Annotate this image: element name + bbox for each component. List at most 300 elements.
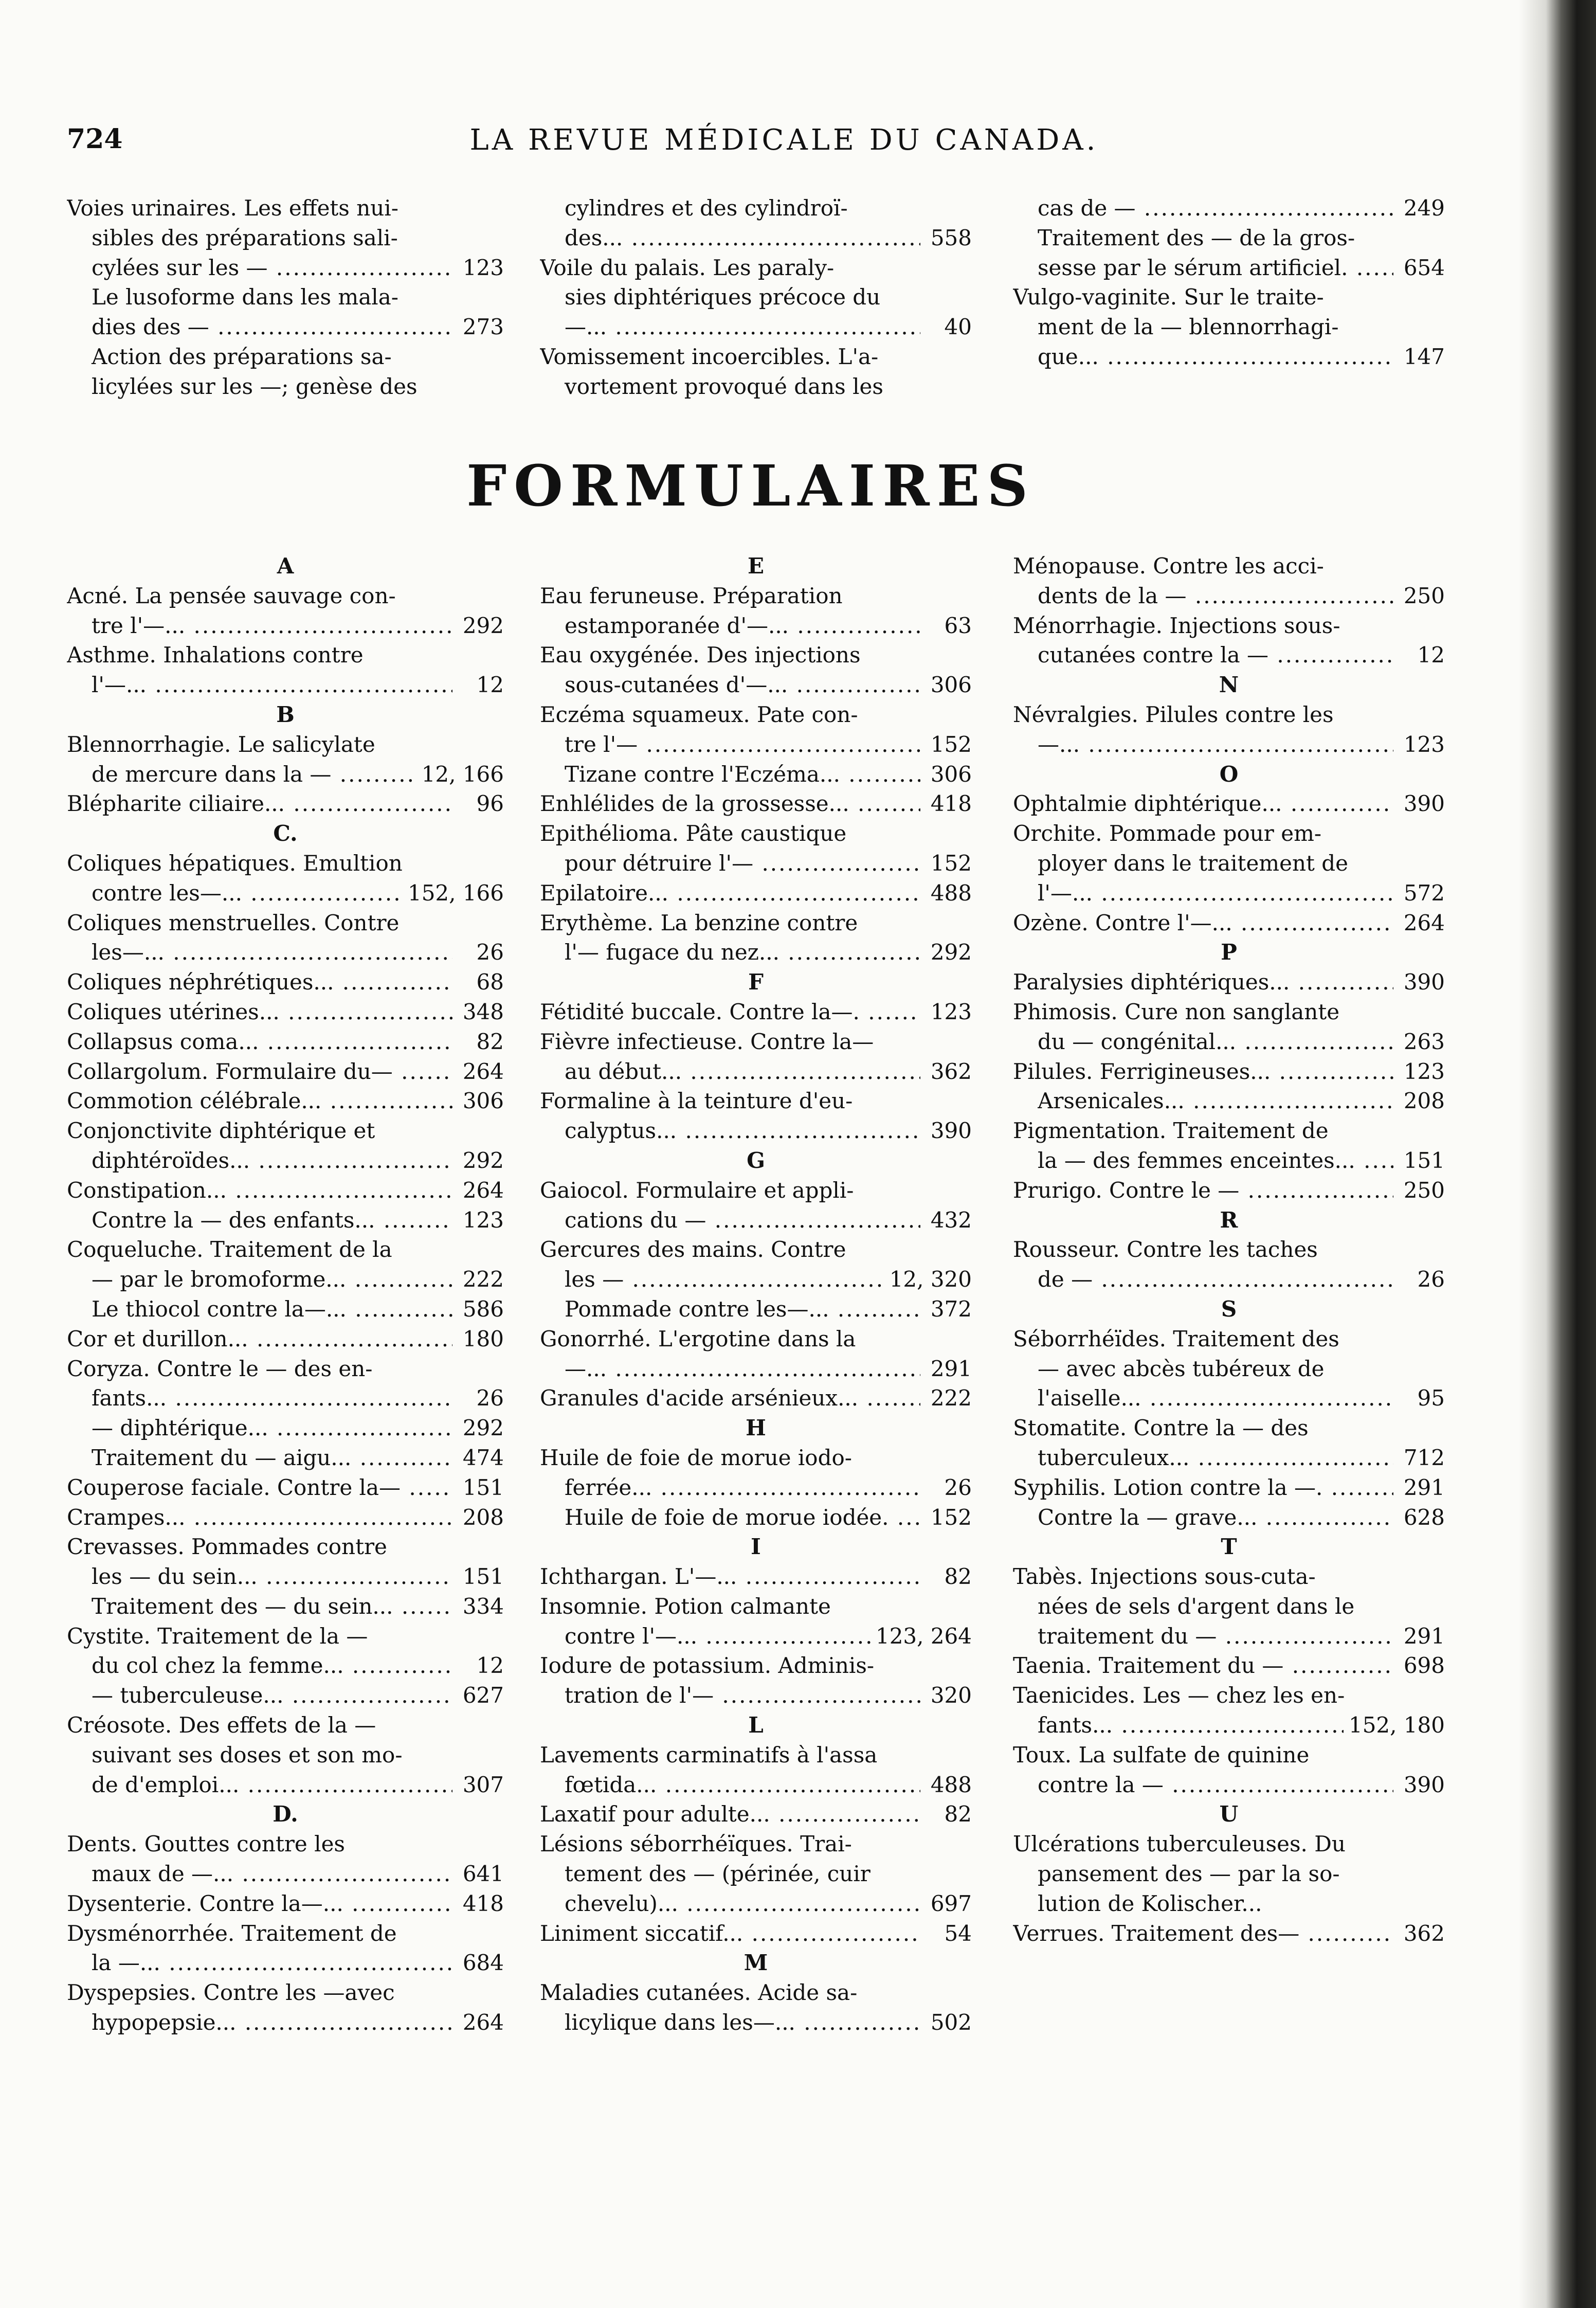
entry-text: du col chez la femme... ..... [92, 1651, 452, 1681]
page-reference: 26 [471, 937, 504, 967]
index-entry-line [1013, 1829, 1445, 1859]
index-subentry-line [540, 849, 972, 878]
letter-heading-text: H [746, 1415, 766, 1441]
formulaires-column-2 [540, 551, 972, 2037]
index-entry-line [67, 1116, 504, 1146]
index-subentry-line [540, 1354, 972, 1384]
letter-heading-text: T [1221, 1534, 1237, 1560]
letter-heading [67, 819, 504, 849]
voies-column-3 [1013, 193, 1445, 372]
page-reference: 151 [458, 1562, 504, 1592]
index-subentry-line [1013, 1354, 1445, 1384]
page-reference: 488 [926, 1770, 972, 1800]
index-entry-line [1013, 819, 1445, 849]
index-entry-line [1013, 1235, 1445, 1265]
index-entry-line [1013, 967, 1445, 997]
page-reference: 26 [939, 1473, 972, 1503]
index-subentry-line [540, 193, 972, 223]
letter-heading-text: G [747, 1147, 765, 1173]
index-subentry-line [540, 1205, 972, 1235]
entry-text: l'aiselle... ..... [1038, 1383, 1393, 1413]
index-subentry-line [1013, 1503, 1445, 1532]
letter-heading [67, 1799, 504, 1829]
entry-text: Eczéma squameux. Pate con- [540, 701, 858, 727]
page-reference: 306 [926, 670, 972, 700]
index-entry-line [1013, 282, 1445, 312]
entry-text: Blépharite ciliaire... ..... [67, 789, 452, 819]
page-reference: 123 [1399, 730, 1445, 760]
entry-text: licylique dans les—... ..... [565, 2008, 920, 2037]
index-entry-line [67, 1235, 504, 1265]
letter-heading [540, 967, 972, 997]
page-reference: 264 [458, 2008, 504, 2037]
index-entry-line [540, 1176, 972, 1205]
index-entry-line [67, 1919, 504, 1949]
letter-heading [1013, 670, 1445, 700]
index-subentry-line [1013, 1443, 1445, 1473]
entry-text: l'— fugace du nez... ..... [565, 937, 920, 967]
entry-text: Crevasses. Pommades contre [67, 1534, 387, 1560]
entry-text: Syphilis. Lotion contre la —. ..... [1013, 1473, 1393, 1503]
index-entry-line [67, 997, 504, 1027]
page-reference: 372 [926, 1294, 972, 1324]
entry-text: Ménorrhagie. Injections sous- [1013, 612, 1340, 638]
entry-text: Lavements carminatifs à l'assa [540, 1742, 878, 1768]
entry-text: pour détruire l'— ..... [565, 849, 920, 878]
index-subentry-line [1013, 1859, 1445, 1889]
index-entry-line [67, 1473, 504, 1503]
entry-text: Fièvre infectieuse. Contre la— [540, 1029, 874, 1054]
entry-text: Coliques menstruelles. Contre [67, 910, 400, 935]
index-subentry-line [67, 1383, 504, 1413]
entry-text: Epithélioma. Pâte caustique [540, 821, 847, 846]
index-entry-line [1013, 1413, 1445, 1443]
index-entry-line [540, 1086, 972, 1116]
index-subentry-line [67, 1651, 504, 1681]
entry-text: Eau oxygénée. Des injections [540, 642, 861, 668]
entry-text: Phimosis. Cure non sanglante [1013, 999, 1340, 1024]
index-subentry-line [1013, 1027, 1445, 1057]
entry-text: chevelu)... ..... [565, 1889, 920, 1919]
index-entry-line [1013, 1324, 1445, 1354]
entry-text: Huile de foie de morue iodo- [540, 1445, 852, 1470]
index-entry-line [67, 849, 504, 878]
entry-text: Insomnie. Potion calmante [540, 1593, 831, 1619]
page-reference: 123 [458, 1205, 504, 1235]
page-reference: 68 [471, 967, 504, 997]
section-title: FORMULAIRES [466, 453, 1035, 519]
page-reference: 558 [926, 223, 972, 253]
entry-text: les — ..... [565, 1265, 920, 1294]
page-reference: 572 [1399, 878, 1445, 908]
entry-text: Collargolum. Formulaire du— ..... [67, 1057, 452, 1087]
entry-text: contre les—... ..... [92, 878, 452, 908]
entry-text: Liniment siccatif... ..... [540, 1919, 920, 1949]
index-subentry-line [1013, 1383, 1445, 1413]
page-reference: 263 [1399, 1027, 1445, 1057]
page-reference: 82 [939, 1562, 972, 1592]
entry-text: les—... ..... [92, 937, 452, 967]
page-reference: 627 [458, 1681, 504, 1710]
index-subentry-line [540, 937, 972, 967]
page-reference: 362 [926, 1057, 972, 1087]
page-reference: 418 [458, 1889, 504, 1919]
index-entry-line [67, 1532, 504, 1562]
entry-text: ferrée... ..... [565, 1473, 920, 1503]
page-reference: 152 [926, 730, 972, 760]
entry-text: cylindres et des cylindroï- [565, 195, 848, 221]
page-reference: 362 [1399, 1919, 1445, 1949]
voies-column-1 [67, 193, 504, 402]
letter-heading-text: L [748, 1712, 764, 1738]
page-reference: 291 [1399, 1621, 1445, 1651]
entry-text: sibles des préparations sali- [92, 225, 398, 250]
index-entry-line [67, 730, 504, 760]
index-subentry-line [67, 282, 504, 312]
index-subentry-line [540, 1859, 972, 1889]
index-subentry-line [540, 312, 972, 342]
entry-text: Tizane contre l'Eczéma... ..... [565, 760, 920, 789]
index-entry-line [67, 640, 504, 670]
index-subentry-line [67, 1770, 504, 1800]
entry-text: nées de sels d'argent dans le [1038, 1593, 1355, 1619]
index-entry-line [1013, 997, 1445, 1027]
index-entry-line [67, 1086, 504, 1116]
page-reference: 292 [926, 937, 972, 967]
index-entry-line [540, 908, 972, 938]
index-entry-line [1013, 1562, 1445, 1592]
entry-text: Dents. Gouttes contre les [67, 1831, 345, 1857]
index-entry-line [67, 1027, 504, 1057]
index-entry-line [540, 1740, 972, 1770]
index-entry-line [67, 1354, 504, 1384]
index-subentry-line [67, 1443, 504, 1473]
entry-text: de mercure dans la — ..... [92, 760, 452, 789]
entry-text: Gaiocol. Formulaire et appli- [540, 1177, 854, 1203]
index-entry-line [540, 878, 972, 908]
entry-text: contre la — ..... [1038, 1770, 1393, 1800]
index-subentry-line [67, 937, 504, 967]
index-subentry-line [1013, 342, 1445, 372]
page-reference: 123 [458, 253, 504, 283]
entry-text: Pilules. Ferrigineuses... ..... [1013, 1057, 1393, 1087]
entry-text: Action des préparations sa- [92, 344, 392, 369]
entry-text: que... ..... [1038, 342, 1393, 372]
entry-text: ployer dans le traitement de [1038, 850, 1348, 876]
index-subentry-line [67, 1592, 504, 1621]
page-reference: 292 [458, 1413, 504, 1443]
entry-text: la — des femmes enceintes... ..... [1038, 1146, 1393, 1176]
page-reference: 291 [926, 1354, 972, 1384]
entry-text: Eau feruneuse. Préparation [540, 583, 843, 608]
page-reference: 152, 180 [1344, 1710, 1445, 1740]
voies-column-2 [540, 193, 972, 402]
entry-text: hypopepsie... ..... [92, 2008, 452, 2037]
entry-text: Cystite. Traitement de la — [67, 1623, 368, 1649]
entry-text: Ophtalmie diphtérique... ..... [1013, 789, 1393, 819]
letter-heading [540, 1146, 972, 1176]
entry-text: Rousseur. Contre les taches [1013, 1237, 1318, 1263]
index-entry-line [540, 1919, 972, 1949]
letter-heading-text: B [276, 701, 295, 727]
letter-heading-text: M [743, 1950, 768, 1976]
letter-heading [67, 700, 504, 730]
entry-text: Coliques hépatiques. Emultion [67, 850, 403, 876]
index-subentry-line [540, 1889, 972, 1919]
letter-heading [540, 1532, 972, 1562]
letter-heading [1013, 760, 1445, 789]
entry-text: Orchite. Pommade pour em- [1013, 821, 1322, 846]
letter-heading [540, 551, 972, 581]
index-entry-line [540, 789, 972, 819]
entry-text: Constipation... ..... [67, 1176, 452, 1205]
page-reference: 264 [1399, 908, 1445, 938]
entry-text: Voile du palais. Les paraly- [540, 255, 835, 280]
index-subentry-line [540, 282, 972, 312]
entry-text: tration de l'— ..... [565, 1681, 920, 1710]
entry-text: tre l'— ..... [565, 730, 920, 760]
entry-text: Laxatif pour adulte... ..... [540, 1799, 920, 1829]
entry-text: — diphtérique... ..... [92, 1413, 452, 1443]
page-reference: 291 [1399, 1473, 1445, 1503]
index-entry-line [540, 1651, 972, 1681]
index-subentry-line [67, 878, 504, 908]
entry-text: Vulgo-vaginite. Sur le traite- [1013, 284, 1324, 310]
page-reference: 12 [1412, 640, 1445, 670]
entry-text: Granules d'acide arsénieux... ..... [540, 1383, 920, 1413]
letter-heading-text: E [747, 553, 764, 579]
page-reference: 250 [1399, 581, 1445, 611]
page-reference: 180 [458, 1324, 504, 1354]
letter-heading-text: C. [273, 821, 298, 846]
page-reference: 54 [939, 1919, 972, 1949]
page-reference: 26 [1412, 1265, 1445, 1294]
entry-text: — avec abcès tubéreux de [1038, 1356, 1325, 1381]
entry-text: Collapsus coma... ..... [67, 1027, 452, 1057]
index-subentry-line [1013, 1621, 1445, 1651]
entry-text: du — congénital... ..... [1038, 1027, 1393, 1057]
entry-text: tre l'—... ..... [92, 611, 452, 641]
entry-text: Coliques utérines... ..... [67, 997, 452, 1027]
letter-heading [1013, 937, 1445, 967]
entry-text: des... ..... [565, 223, 920, 253]
page-reference: 152 [926, 1503, 972, 1532]
index-subentry-line [67, 1859, 504, 1889]
entry-text: Coryza. Contre le — des en- [67, 1356, 373, 1381]
page-reference: 222 [458, 1265, 504, 1294]
entry-text: Traitement des — du sein... ..... [92, 1592, 452, 1621]
page-reference: 712 [1399, 1443, 1445, 1473]
index-entry-line [1013, 1057, 1445, 1087]
index-entry-line [540, 1235, 972, 1265]
index-subentry-line [540, 1116, 972, 1146]
letter-heading [1013, 1532, 1445, 1562]
index-subentry-line [67, 1948, 504, 1978]
entry-text: cylées sur les — ..... [92, 253, 452, 283]
entry-text: Voies urinaires. Les effets nui- [67, 195, 398, 221]
entry-text: suivant ses doses et son mo- [92, 1742, 403, 1768]
page-reference: 82 [471, 1027, 504, 1057]
index-subentry-line [1013, 193, 1445, 223]
running-header [67, 123, 1501, 165]
index-entry-line [67, 908, 504, 938]
page-reference: 390 [1399, 789, 1445, 819]
index-subentry-line [540, 1265, 972, 1294]
entry-text: — par le bromoforme... ..... [92, 1265, 452, 1294]
page-reference: 292 [458, 611, 504, 641]
page-reference: 641 [458, 1859, 504, 1889]
entry-text: Névralgies. Pilules contre les [1013, 701, 1334, 727]
entry-text: Dysenterie. Contre la—... ..... [67, 1889, 452, 1919]
entry-text: l'—... ..... [1038, 878, 1393, 908]
index-entry-line [540, 1829, 972, 1859]
page-reference: 628 [1399, 1503, 1445, 1532]
index-entry-line [67, 1503, 504, 1532]
entry-text: cations du — ..... [565, 1205, 920, 1235]
entry-text: sous-cutanées d'—... ..... [565, 670, 920, 700]
index-entry-line [1013, 1919, 1445, 1949]
entry-text: Ulcérations tuberculeuses. Du [1013, 1831, 1346, 1857]
entry-text: Blennorrhagie. Le salicylate [67, 731, 375, 757]
entry-text: Taenia. Traitement du — ..... [1013, 1651, 1393, 1681]
entry-text: sesse par le sérum artificiel. ..... [1038, 253, 1393, 283]
index-subentry-line [67, 1681, 504, 1710]
entry-text: Pommade contre les—... ..... [565, 1294, 920, 1324]
index-entry-line [67, 789, 504, 819]
page-reference: 40 [939, 312, 972, 342]
letter-heading-text: S [1221, 1296, 1237, 1322]
index-subentry-line [67, 2008, 504, 2037]
index-subentry-line [67, 670, 504, 700]
letter-heading-text: D. [273, 1801, 298, 1827]
entry-text: Arsenicales... ..... [1038, 1086, 1393, 1116]
entry-text: Verrues. Traitement des— ..... [1013, 1919, 1393, 1949]
index-subentry-line [540, 1503, 972, 1532]
letter-heading-text: F [748, 969, 764, 995]
entry-text: Prurigo. Contre le — ..... [1013, 1176, 1393, 1205]
index-entry-line [67, 1621, 504, 1651]
page-reference: 502 [926, 2008, 972, 2037]
page-reference: 151 [1399, 1146, 1445, 1176]
entry-text: Couperose faciale. Contre la— ..... [67, 1473, 452, 1503]
index-entry-line [67, 1710, 504, 1740]
page-reference: 698 [1399, 1651, 1445, 1681]
page-reference: 307 [458, 1770, 504, 1800]
page-reference: 654 [1399, 253, 1445, 283]
entry-text: vortement provoqué dans les [565, 373, 883, 399]
entry-text: dies des — ..... [92, 312, 452, 342]
entry-text: Toux. La sulfate de quinine [1013, 1742, 1310, 1768]
entry-text: Taenicides. Les — chez les en- [1013, 1683, 1345, 1708]
index-entry-line [540, 1027, 972, 1057]
entry-text: Erythème. La benzine contre [540, 910, 858, 935]
entry-text: Dysménorrhée. Traitement de [67, 1920, 397, 1946]
index-subentry-line [1013, 1146, 1445, 1176]
letter-heading [540, 1413, 972, 1443]
page-reference: 12 [471, 670, 504, 700]
index-subentry-line [1013, 730, 1445, 760]
letter-heading [1013, 1205, 1445, 1235]
entry-text: Contre la — grave... ..... [1038, 1503, 1393, 1532]
page-reference: 418 [926, 789, 972, 819]
entry-text: Iodure de potassium. Adminis- [540, 1653, 875, 1679]
entry-text: Vomissement incoercibles. L'a- [540, 344, 879, 369]
entry-text: fants... ..... [1038, 1710, 1393, 1740]
letter-heading-text: A [277, 553, 294, 579]
entry-text: Traitement des — de la gros- [1038, 225, 1355, 250]
entry-text: Ozène. Contre l'—... ..... [1013, 908, 1393, 938]
letter-heading-text: N [1219, 672, 1239, 698]
index-entry-line [1013, 551, 1445, 581]
entry-text: dents de la — ..... [1038, 581, 1393, 611]
letter-heading-text: U [1219, 1801, 1239, 1827]
page-reference: 208 [1399, 1086, 1445, 1116]
entry-text: Coqueluche. Traitement de la [67, 1237, 392, 1263]
page-reference: 12 [471, 1651, 504, 1681]
formulaires-column-1 [67, 551, 504, 2037]
page-reference: 249 [1399, 193, 1445, 223]
page-reference: 306 [458, 1086, 504, 1116]
index-subentry-line [1013, 581, 1445, 611]
page-reference: 334 [458, 1592, 504, 1621]
page-reference: 82 [939, 1799, 972, 1829]
entry-text: Séborrhéïdes. Traitement des [1013, 1326, 1339, 1351]
entry-text: calyptus... ..... [565, 1116, 920, 1146]
letter-heading-text: I [751, 1534, 761, 1560]
index-subentry-line [540, 1473, 972, 1503]
index-entry-line [1013, 1740, 1445, 1770]
index-subentry-line [540, 1294, 972, 1324]
index-subentry-line [540, 1057, 972, 1087]
index-subentry-line [67, 1294, 504, 1324]
page-reference: 147 [1399, 342, 1445, 372]
entry-text: diphtéroïdes... ..... [92, 1146, 452, 1176]
index-entry-line [1013, 1116, 1445, 1146]
index-subentry-line [540, 2008, 972, 2037]
entry-text: Huile de foie de morue iodée. ..... [565, 1503, 920, 1532]
page-reference: 152 [926, 849, 972, 878]
entry-text: —... ..... [565, 1354, 920, 1384]
index-subentry-line [540, 670, 972, 700]
index-entry-line [540, 1383, 972, 1413]
page-reference: 222 [926, 1383, 972, 1413]
index-entry-line [1013, 1176, 1445, 1205]
index-entry-line [67, 1978, 504, 2008]
entry-text: tuberculeux... ..... [1038, 1443, 1393, 1473]
index-subentry-line [1013, 1710, 1445, 1740]
entry-text: la —... ..... [92, 1948, 452, 1978]
index-entry-line [540, 1799, 972, 1829]
index-subentry-line [1013, 849, 1445, 878]
entry-text: Formaline à la teinture d'eu- [540, 1088, 853, 1114]
entry-text: Gercures des mains. Contre [540, 1237, 846, 1263]
entry-text: traitement du — ..... [1038, 1621, 1393, 1651]
letter-heading-text: O [1219, 761, 1239, 787]
index-entry-line [540, 581, 972, 611]
index-entry-line [540, 1562, 972, 1592]
journal-title: LA REVUE MÉDICALE DU CANADA. [469, 123, 1099, 157]
entry-text: — tuberculeuse... ..... [92, 1681, 452, 1710]
page-reference: 123, 264 [870, 1621, 972, 1651]
index-subentry-line [67, 1205, 504, 1235]
scanned-page-edge [1519, 0, 1596, 2308]
entry-text: Commotion célébrale... ..... [67, 1086, 452, 1116]
letter-heading-text: P [1221, 940, 1237, 965]
entry-text: l'—... ..... [92, 670, 452, 700]
index-entry-line [67, 1057, 504, 1087]
index-entry-line [1013, 700, 1445, 730]
index-entry-line [67, 1829, 504, 1859]
